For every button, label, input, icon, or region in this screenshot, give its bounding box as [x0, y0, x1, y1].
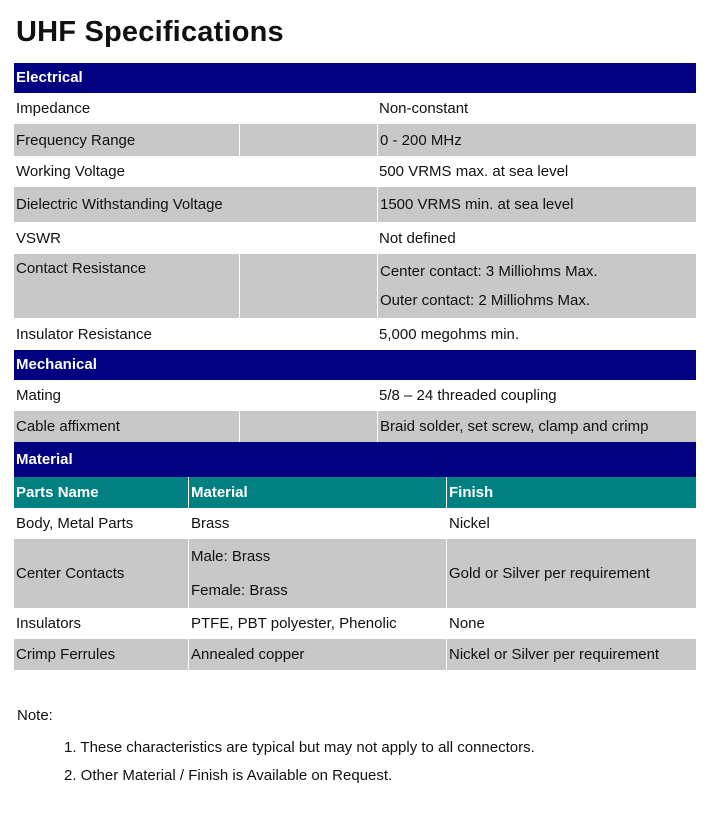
spec-value: Non-constant	[379, 100, 469, 117]
note-label: Note:	[17, 707, 53, 724]
section-header-electrical: Electrical	[14, 63, 696, 93]
spec-value: 1500 VRMS min. at sea level	[377, 187, 696, 222]
spec-row-insulator-resistance	[14, 318, 696, 350]
column-header-material: Material	[188, 477, 446, 508]
spec-value-line: Outer contact: 2 Milliohms Max.	[380, 292, 591, 309]
spec-value: 5,000 megohms min.	[379, 325, 520, 343]
material-table-header	[14, 477, 696, 508]
spec-spacer	[239, 93, 377, 124]
material-finish: Nickel or Silver per requirement	[446, 639, 696, 670]
spec-value: Not defined	[379, 229, 456, 247]
spec-spacer	[239, 222, 377, 254]
spec-row-mating	[14, 380, 696, 411]
material-material: Annealed copper	[188, 639, 446, 670]
spec-spacer	[239, 156, 377, 187]
spec-label: Mating	[16, 387, 62, 404]
spec-label: Working Voltage	[16, 163, 125, 180]
spec-row-frequency-range	[14, 124, 696, 156]
section-header-mechanical: Mechanical	[14, 350, 696, 380]
section-header-material: Material	[14, 442, 696, 477]
spec-spacer	[239, 124, 377, 156]
spec-value	[377, 254, 696, 318]
spec-row-dielectric-withstanding-voltage	[14, 187, 696, 222]
spec-spacer	[239, 411, 377, 442]
material-line: Male: Brass	[191, 547, 271, 565]
material-part: Crimp Ferrules	[16, 646, 116, 663]
spec-label: VSWR	[16, 229, 61, 247]
material-row-center-contacts	[14, 539, 696, 608]
material-finish: None	[446, 608, 696, 639]
page-title: UHF Specifications	[16, 16, 284, 48]
spec-sheet	[14, 63, 696, 670]
material-row-insulators	[14, 608, 696, 639]
spec-value: Braid solder, set screw, clamp and crimp	[377, 411, 696, 442]
spec-value: 500 VRMS max. at sea level	[379, 163, 569, 180]
column-header-parts-name: Parts Name	[16, 484, 99, 501]
column-header-finish: Finish	[446, 477, 696, 508]
spec-value: 0 - 200 MHz	[377, 124, 696, 156]
spec-label: Dielectric Withstanding Voltage	[16, 196, 223, 213]
spec-spacer	[239, 254, 377, 318]
material-finish: Gold or Silver per requirement	[446, 539, 696, 608]
material-part: Insulators	[16, 615, 82, 632]
material-material: PTFE, PBT polyester, Phenolic	[188, 608, 446, 639]
spec-value: 5/8 – 24 threaded coupling	[379, 387, 557, 404]
material-material: Brass	[188, 508, 446, 539]
material-row-crimp-ferrules	[14, 639, 696, 670]
spec-spacer	[239, 318, 377, 350]
spec-row-impedance	[14, 93, 696, 124]
spec-spacer	[239, 380, 377, 411]
spec-label: Impedance	[16, 100, 91, 117]
spec-row-working-voltage	[14, 156, 696, 187]
spec-value-line: Center contact: 3 Milliohms Max.	[380, 263, 598, 280]
material-finish: Nickel	[446, 508, 696, 539]
spec-label: Insulator Resistance	[16, 325, 152, 343]
spec-row-cable-affixment	[14, 411, 696, 442]
material-line: Female: Brass	[191, 581, 288, 599]
spec-label: Cable affixment	[16, 418, 120, 435]
spec-row-contact-resistance	[14, 254, 696, 318]
notes-list	[64, 734, 535, 790]
spec-label: Contact Resistance	[16, 260, 147, 277]
note-item: 1. These characteristics are typical but may not apply to all connectors.	[64, 739, 535, 756]
material-row-body-metal-parts	[14, 508, 696, 539]
note-item: 2. Other Material / Finish is Available on Request.	[64, 767, 393, 784]
spec-row-vswr	[14, 222, 696, 254]
material-material	[188, 539, 446, 608]
material-part: Body, Metal Parts	[16, 515, 134, 532]
material-part: Center Contacts	[16, 565, 125, 582]
spec-label: Frequency Range	[16, 131, 136, 149]
